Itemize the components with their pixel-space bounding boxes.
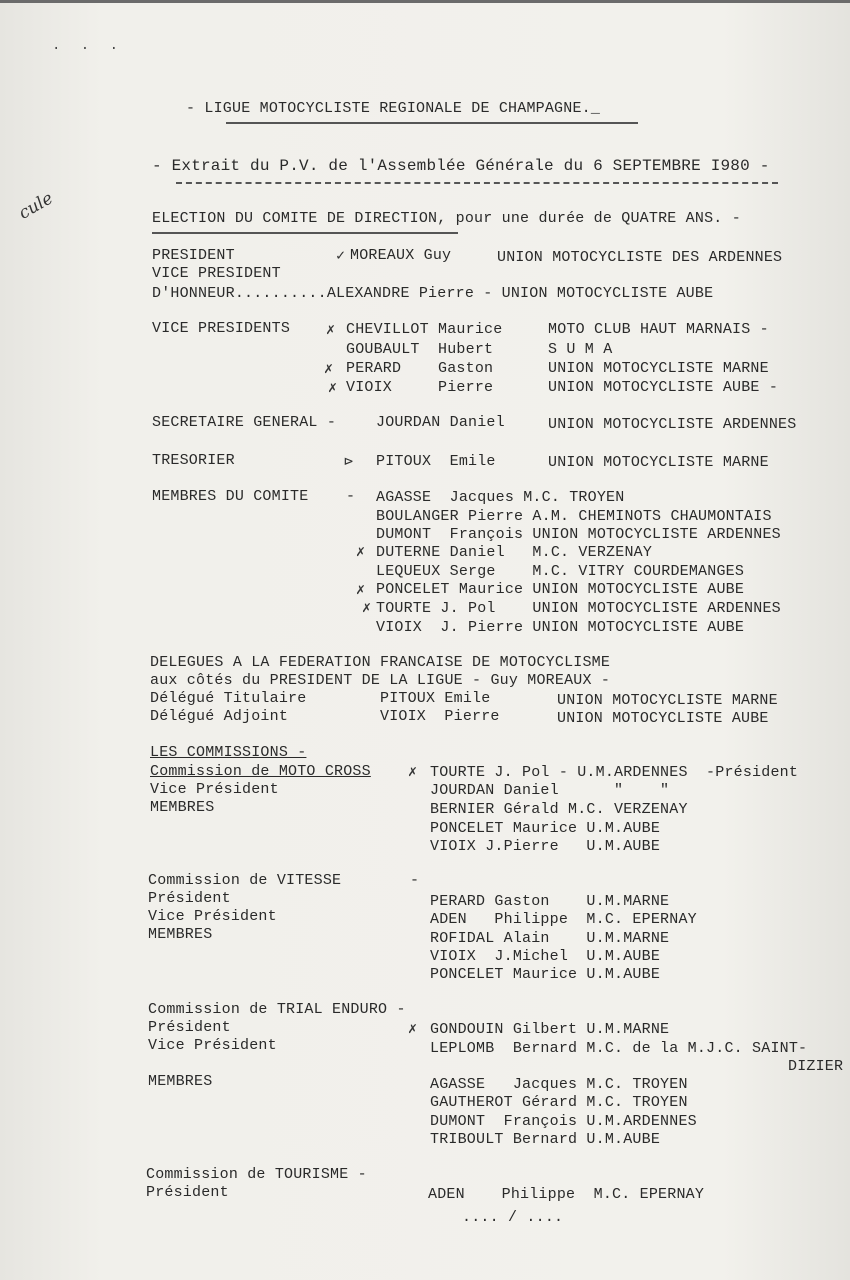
member-row: AGASSE Jacques M.C. TROYEN bbox=[376, 489, 625, 506]
document-subtitle: - Extrait du P.V. de l'Assemblée Générale du 6 SEPTEMBRE I980 - bbox=[152, 157, 770, 175]
vice-president-name: CHEVILLOT Maurice bbox=[346, 321, 503, 338]
commission-moto-cross-label: Commission de MOTO CROSS bbox=[150, 763, 371, 780]
membres-label: MEMBRES bbox=[148, 1073, 213, 1090]
delegues-heading: DELEGUES A LA FEDERATION FRANCAISE DE MOTOCYCLISME bbox=[150, 654, 611, 671]
vice-president-label: Vice Président bbox=[150, 781, 279, 798]
commission-row-cont: DIZIER bbox=[788, 1058, 844, 1075]
tresorier-name: PITOUX Emile bbox=[376, 453, 496, 470]
commission-row: ADEN Philippe M.C. EPERNAY bbox=[430, 911, 697, 928]
president-club: UNION MOTOCYCLISTE DES ARDENNES bbox=[497, 249, 783, 266]
vice-president-name: VIOIX Pierre bbox=[346, 379, 494, 396]
tick-mark: ✗ bbox=[408, 764, 418, 781]
commission-row: GAUTHEROT Gérard M.C. TROYEN bbox=[430, 1094, 688, 1111]
vice-president-label: Vice Président bbox=[148, 1037, 277, 1054]
commissions-heading: LES COMMISSIONS - bbox=[150, 744, 307, 761]
handwritten-note: cule bbox=[15, 188, 57, 224]
secretaire-club: UNION MOTOCYCLISTE ARDENNES bbox=[548, 416, 797, 433]
election-heading: ELECTION DU COMITE DE DIRECTION, pour une durée de QUATRE ANS. - bbox=[152, 210, 741, 227]
tick-mark: ⊳ bbox=[344, 454, 354, 471]
president-label: PRESIDENT bbox=[152, 247, 235, 264]
vice-honneur-label: VICE PRESIDENT bbox=[152, 265, 281, 282]
secretaire-name: JOURDAN Daniel bbox=[376, 414, 505, 431]
document-title: - LIGUE MOTOCYCLISTE REGIONALE DE CHAMPAGNE._ bbox=[186, 100, 601, 117]
election-underline bbox=[152, 232, 458, 234]
commission-row: PONCELET Maurice U.M.AUBE bbox=[430, 820, 661, 837]
membres-label: MEMBRES bbox=[148, 926, 213, 943]
delegue-titulaire-label: Délégué Titulaire bbox=[150, 690, 307, 707]
commission-row: BERNIER Gérald M.C. VERZENAY bbox=[430, 801, 688, 818]
tick-mark: ✗ bbox=[328, 380, 338, 397]
tresorier-label: TRESORIER bbox=[152, 452, 235, 469]
member-row: LEQUEUX Serge M.C. VITRY COURDEMANGES bbox=[376, 563, 745, 580]
page-footer: .... / .... bbox=[462, 1209, 564, 1226]
commission-row: ROFIDAL Alain U.M.MARNE bbox=[430, 930, 670, 947]
tick-mark: ✗ bbox=[324, 361, 334, 378]
tick-mark: ✗ bbox=[356, 544, 366, 561]
commission-row: LEPLOMB Bernard M.C. de la M.J.C. SAINT- bbox=[430, 1040, 808, 1057]
vice-president-club: UNION MOTOCYCLISTE AUBE - bbox=[548, 379, 779, 396]
commission-row: TOURTE J. Pol - U.M.ARDENNES -Président bbox=[430, 764, 799, 781]
commission-row: VIOIX J.Michel U.M.AUBE bbox=[430, 948, 661, 965]
delegue-titulaire-name: PITOUX Emile bbox=[380, 690, 491, 707]
membres-label: MEMBRES bbox=[150, 799, 215, 816]
delegues-subheading: aux côtés du PRESIDENT DE LA LIGUE - Guy MOREAUX - bbox=[150, 672, 611, 689]
vice-president-label: Vice Président bbox=[148, 908, 277, 925]
vice-president-club: MOTO CLUB HAUT MARNAIS - bbox=[548, 321, 769, 338]
member-row: DUTERNE Daniel M.C. VERZENAY bbox=[376, 544, 653, 561]
subtitle-underline bbox=[176, 182, 778, 184]
membres-label: MEMBRES DU COMITE bbox=[152, 488, 309, 505]
delegue-adjoint-label: Délégué Adjoint bbox=[150, 708, 289, 725]
member-row: DUMONT François UNION MOTOCYCLISTE ARDENNES bbox=[376, 526, 781, 543]
tick-mark: ✗ bbox=[356, 582, 366, 599]
tick-mark: ✗ bbox=[362, 600, 372, 617]
president-label: Président bbox=[148, 1019, 231, 1036]
secretaire-label: SECRETAIRE GENERAL - bbox=[152, 414, 337, 431]
commission-row: JOURDAN Daniel " " bbox=[430, 782, 670, 799]
tresorier-club: UNION MOTOCYCLISTE MARNE bbox=[548, 454, 769, 471]
commission-row: VIOIX J.Pierre U.M.AUBE bbox=[430, 838, 661, 855]
commission-row: PERARD Gaston U.M.MARNE bbox=[430, 893, 670, 910]
commission-row: DUMONT François U.M.ARDENNES bbox=[430, 1113, 697, 1130]
commission-row: AGASSE Jacques M.C. TROYEN bbox=[430, 1076, 688, 1093]
commission-trial-label: Commission de TRIAL ENDURO - bbox=[148, 1001, 406, 1018]
commission-row: PONCELET Maurice U.M.AUBE bbox=[430, 966, 661, 983]
vice-honneur-line: D'HONNEUR..........ALEXANDRE Pierre - UNION MOTOCYCLISTE AUBE bbox=[152, 285, 714, 302]
tick-mark: ✗ bbox=[408, 1021, 418, 1038]
member-row: TOURTE J. Pol UNION MOTOCYCLISTE ARDENNES bbox=[376, 600, 781, 617]
president-label: Président bbox=[146, 1184, 229, 1201]
commission-vitesse-label: Commission de VITESSE bbox=[148, 872, 342, 889]
title-underline bbox=[226, 122, 638, 124]
vice-president-name: PERARD Gaston bbox=[346, 360, 494, 377]
member-row: BOULANGER Pierre A.M. CHEMINOTS CHAUMONTAIS bbox=[376, 508, 772, 525]
member-row: PONCELET Maurice UNION MOTOCYCLISTE AUBE bbox=[376, 581, 745, 598]
president-label: Président bbox=[148, 890, 231, 907]
dash: - bbox=[410, 872, 420, 889]
delegue-adjoint-club: UNION MOTOCYCLISTE AUBE bbox=[557, 710, 769, 727]
check-mark: ✓ bbox=[336, 248, 346, 265]
commission-tourisme-label: Commission de TOURISME - bbox=[146, 1166, 367, 1183]
vice-president-club: UNION MOTOCYCLISTE MARNE bbox=[548, 360, 769, 377]
vice-presidents-label: VICE PRESIDENTS bbox=[152, 320, 291, 337]
commission-row: TRIBOULT Bernard U.M.AUBE bbox=[430, 1131, 661, 1148]
commission-row: ADEN Philippe M.C. EPERNAY bbox=[428, 1186, 705, 1203]
commission-row: GONDOUIN Gilbert U.M.MARNE bbox=[430, 1021, 670, 1038]
delegue-titulaire-club: UNION MOTOCYCLISTE MARNE bbox=[557, 692, 778, 709]
vice-president-name: GOUBAULT Hubert bbox=[346, 341, 494, 358]
vice-president-club: S U M A bbox=[548, 341, 613, 358]
president-name: MOREAUX Guy bbox=[350, 247, 452, 264]
scan-edge bbox=[0, 0, 850, 3]
tick-mark: ✗ bbox=[326, 322, 336, 339]
dash: - bbox=[346, 488, 356, 505]
punch-marks: . . . bbox=[52, 38, 125, 54]
delegue-adjoint-name: VIOIX Pierre bbox=[380, 708, 500, 725]
member-row: VIOIX J. Pierre UNION MOTOCYCLISTE AUBE bbox=[376, 619, 745, 636]
